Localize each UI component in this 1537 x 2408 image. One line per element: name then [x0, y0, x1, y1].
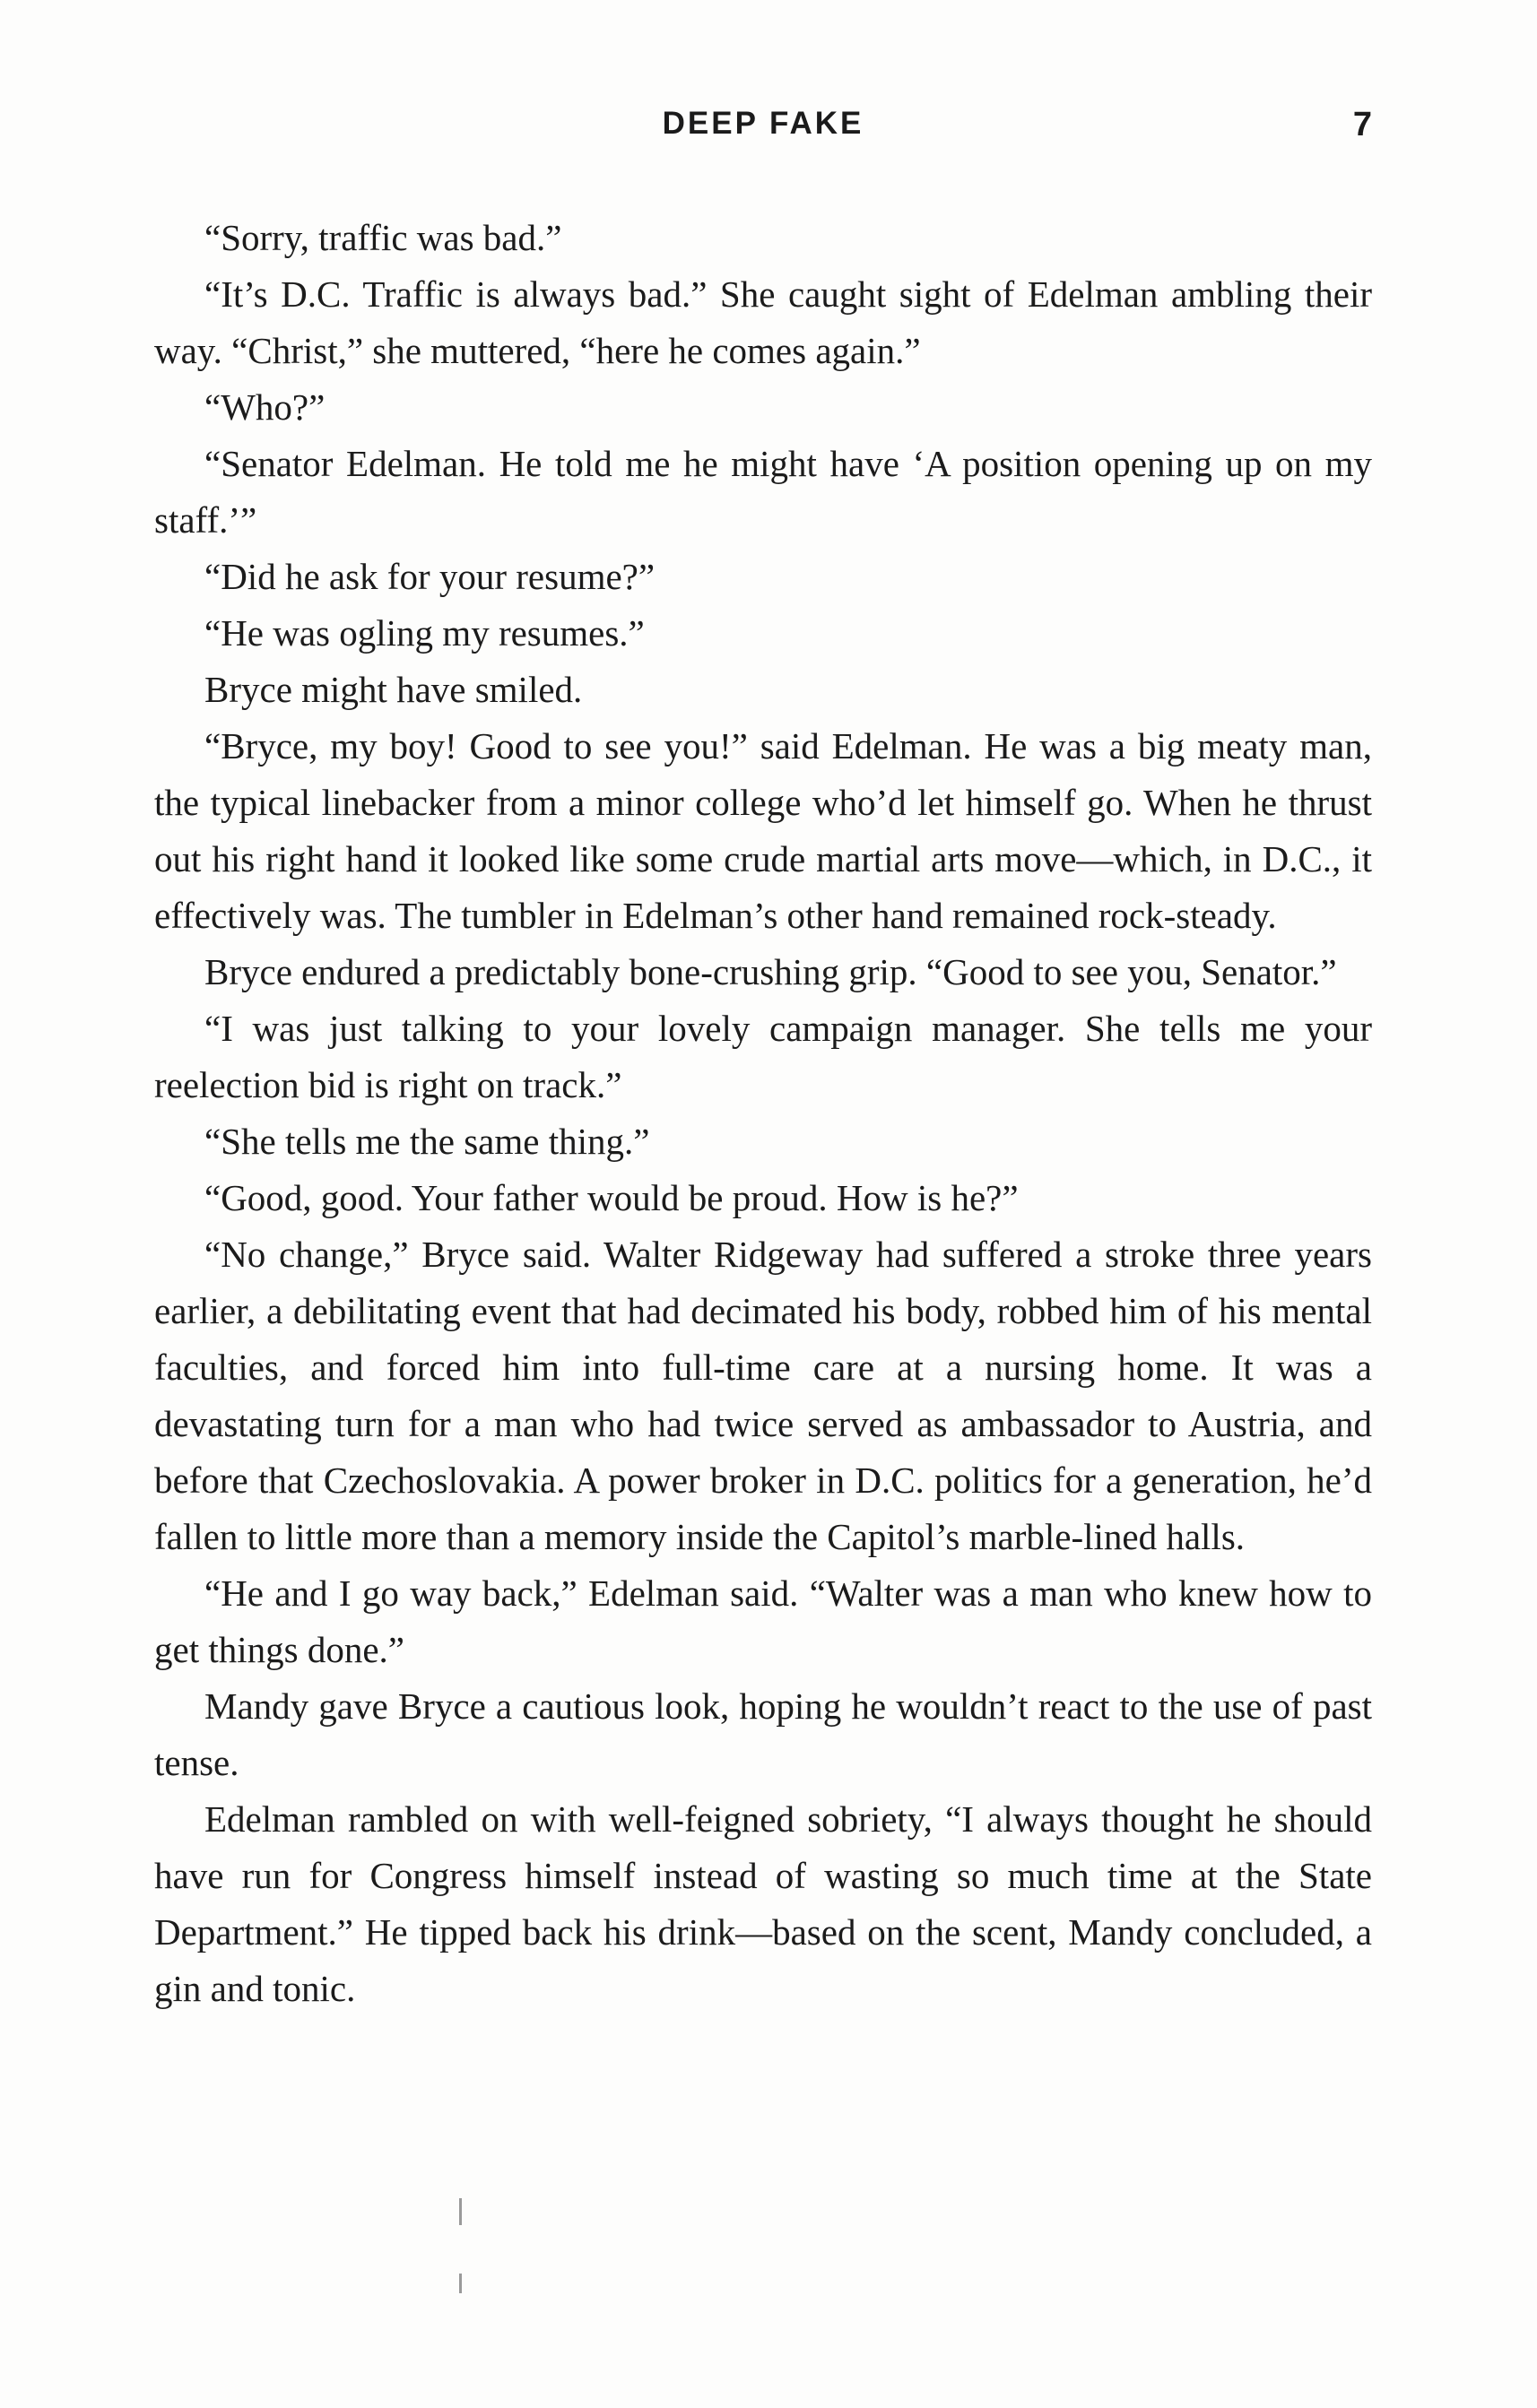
- paragraph: “He was ogling my resumes.”: [204, 612, 645, 654]
- running-head: [154, 106, 1372, 151]
- paragraph: “Sorry, traffic was bad.”: [204, 217, 562, 258]
- paragraph: Bryce might have smiled.: [204, 669, 583, 710]
- paragraph: “Bryce, my boy! Good to see you!” said Edelman. He was a big meaty man, the typical linebacker from a minor college who’d let himself go. When he thrust out his right hand it looked like some crude martial arts move—which, in D.C., it effectively was. The tumbler in Edelman’s other hand remained rock-steady.: [154, 725, 1372, 936]
- paragraph: “It’s D.C. Traffic is always bad.” She caught sight of Edelman ambling their way. “Christ,” she muttered, “here he comes again.”: [154, 273, 1372, 371]
- paragraph: Bryce endured a predictably bone-crushing grip. “Good to see you, Senator.”: [204, 951, 1337, 992]
- paragraph: “Did he ask for your resume?”: [204, 556, 656, 597]
- running-head-title: DEEP FAKE: [662, 106, 864, 141]
- scan-mark: [459, 2274, 462, 2293]
- paragraph: “She tells me the same thing.”: [204, 1121, 650, 1162]
- paragraph: Edelman rambled on with well-feigned sobriety, “I always thought he should have run for Congress himself instead of wasting so much time at the State Department.” He tipped back his drink—based on the scent, Mandy concluded, a gin and tonic.: [154, 1798, 1372, 2009]
- paragraph: “He and I go way back,” Edelman said. “Walter was a man who knew how to get things done.”: [154, 1572, 1372, 1670]
- paragraph: “I was just talking to your lovely campaign manager. She tells me your reelection bid is right on track.”: [154, 1008, 1372, 1105]
- scan-mark: [459, 2198, 462, 2225]
- paragraph: “No change,” Bryce said. Walter Ridgeway had suffered a stroke three years earlier, a debilitating event that had decimated his body, robbed him of his mental faculties, and forced him into full-time care at a nursing home. It was a devastating turn for a man who had twice served as ambassador to Austria, and before that Czechoslovakia. A power broker in D.C. politics for a generation, he’d fallen to little more than a memory inside the Capitol’s marble-lined halls.: [154, 1234, 1372, 1557]
- paragraph: “Who?”: [204, 386, 326, 428]
- paragraph: “Senator Edelman. He told me he might have ‘A position opening up on my staff.’”: [154, 443, 1372, 541]
- page-number: 7: [1352, 106, 1372, 143]
- paragraph: Mandy gave Bryce a cautious look, hoping he wouldn’t react to the use of past tense.: [154, 1685, 1372, 1783]
- body-text: [154, 210, 1372, 2017]
- paragraph: “Good, good. Your father would be proud. How is he?”: [204, 1177, 1019, 1218]
